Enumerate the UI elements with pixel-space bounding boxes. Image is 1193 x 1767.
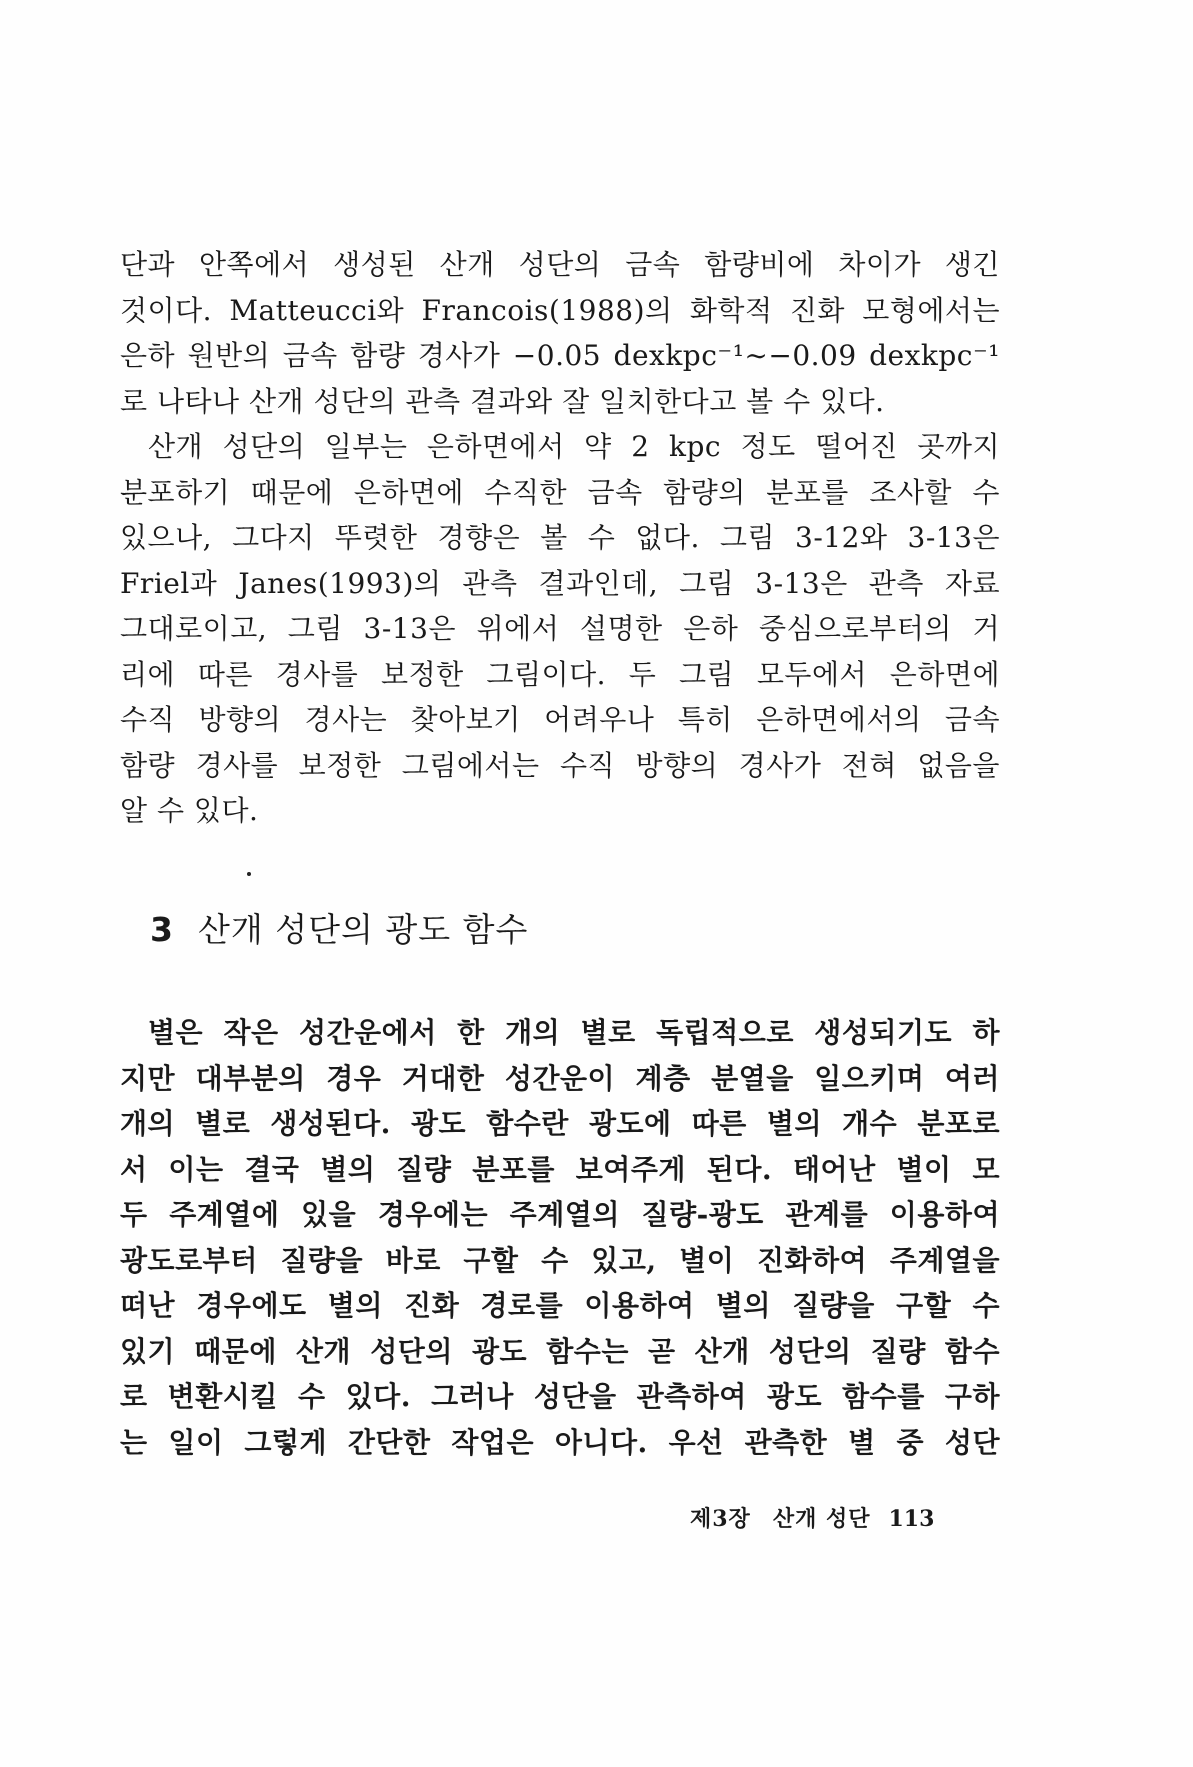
section-heading <box>150 910 528 950</box>
text-line: 지만 대부분의 경우 거대한 성간운이 계층 분열을 일으키며 여러 <box>120 1061 1000 1095</box>
text-line: 별은 작은 성간운에서 한 개의 별로 독립적으로 생성되기도 하 <box>148 1016 1000 1049</box>
text-line: 떠난 경우에도 별의 진화 경로를 이용하여 별의 질량을 구할 수 <box>120 1289 1000 1322</box>
text-line: 있기 때문에 산개 성단의 광도 함수는 곧 산개 성단의 질량 함수 <box>120 1334 1000 1368</box>
text-line: 로 변환시킬 수 있다. 그러나 성단을 관측하여 광도 함수를 구하 <box>120 1380 1000 1413</box>
text-line: 개의 별로 생성된다. 광도 함수란 광도에 따른 별의 개수 분포로 <box>120 1107 1000 1140</box>
text-line: 광도로부터 질량을 바로 구할 수 있고, 별이 진화하여 주계열을 <box>120 1243 1000 1277</box>
footer-section: 산개 성단 <box>772 1506 871 1532</box>
text-line: 수직 방향의 경사는 찾아보기 어려우나 특히 은하면에서의 금속 <box>120 703 1000 736</box>
text-line: 분포하기 때문에 은하면에 수직한 금속 함량의 분포를 조사할 수 <box>120 475 1000 509</box>
page-number: 113 <box>888 1506 935 1532</box>
text-line: 알 수 있다. <box>120 794 259 827</box>
page-footer <box>690 1502 990 1533</box>
section-number: 3 <box>150 910 174 949</box>
text-line: 리에 따른 경사를 보정한 그림이다. 두 그림 모두에서 은하면에 <box>120 657 1000 691</box>
text-line: 로 나타나 산개 성단의 관측 결과와 잘 일치한다고 볼 수 있다. <box>120 384 885 418</box>
text-line: 그대로이고, 그림 3-13은 위에서 설명한 은하 중심으로부터의 거 <box>120 612 1000 645</box>
body-text-lower <box>120 1010 1000 1465</box>
text-line: 산개 성단의 일부는 은하면에서 약 2 kpc 정도 떨어진 곳까지 <box>148 430 1000 463</box>
text-line: 두 주계열에 있을 경우에는 주계열의 질량-광도 관계를 이용하여 <box>120 1198 1000 1231</box>
body-text-upper <box>120 242 1000 834</box>
text-line: 있으나, 그다지 뚜렷한 경향은 볼 수 없다. 그림 3-12와 3-13은 <box>120 521 1000 554</box>
text-line: 함량 경사를 보정한 그림에서는 수직 방향의 경사가 전혀 없음을 <box>120 748 1000 782</box>
text-line: 은하 원반의 금속 함량 경사가 −0.05 dexkpc⁻¹∼−0.09 dexkpc⁻¹ <box>120 339 1000 372</box>
text-line: 단과 안쪽에서 생성된 산개 성단의 금속 함량비에 차이가 생긴 <box>120 248 1000 281</box>
text-line: 는 일이 그렇게 간단한 작업은 아니다. 우선 관측한 별 중 성단 <box>120 1425 1000 1459</box>
text-line: Friel과 Janes(1993)의 관측 결과인데, 그림 3-13은 관측 자료 <box>120 566 1000 600</box>
section-title: 산개 성단의 광도 함수 <box>197 910 529 949</box>
text-line: 것이다. Matteucci와 Francois(1988)의 화학적 진화 모형에서는 <box>120 293 1000 327</box>
footer-chapter: 제3장 <box>690 1506 751 1532</box>
text-line: 서 이는 결국 별의 질량 분포를 보여주게 된다. 태어난 별이 모 <box>120 1152 1000 1186</box>
stray-mark <box>247 872 251 876</box>
